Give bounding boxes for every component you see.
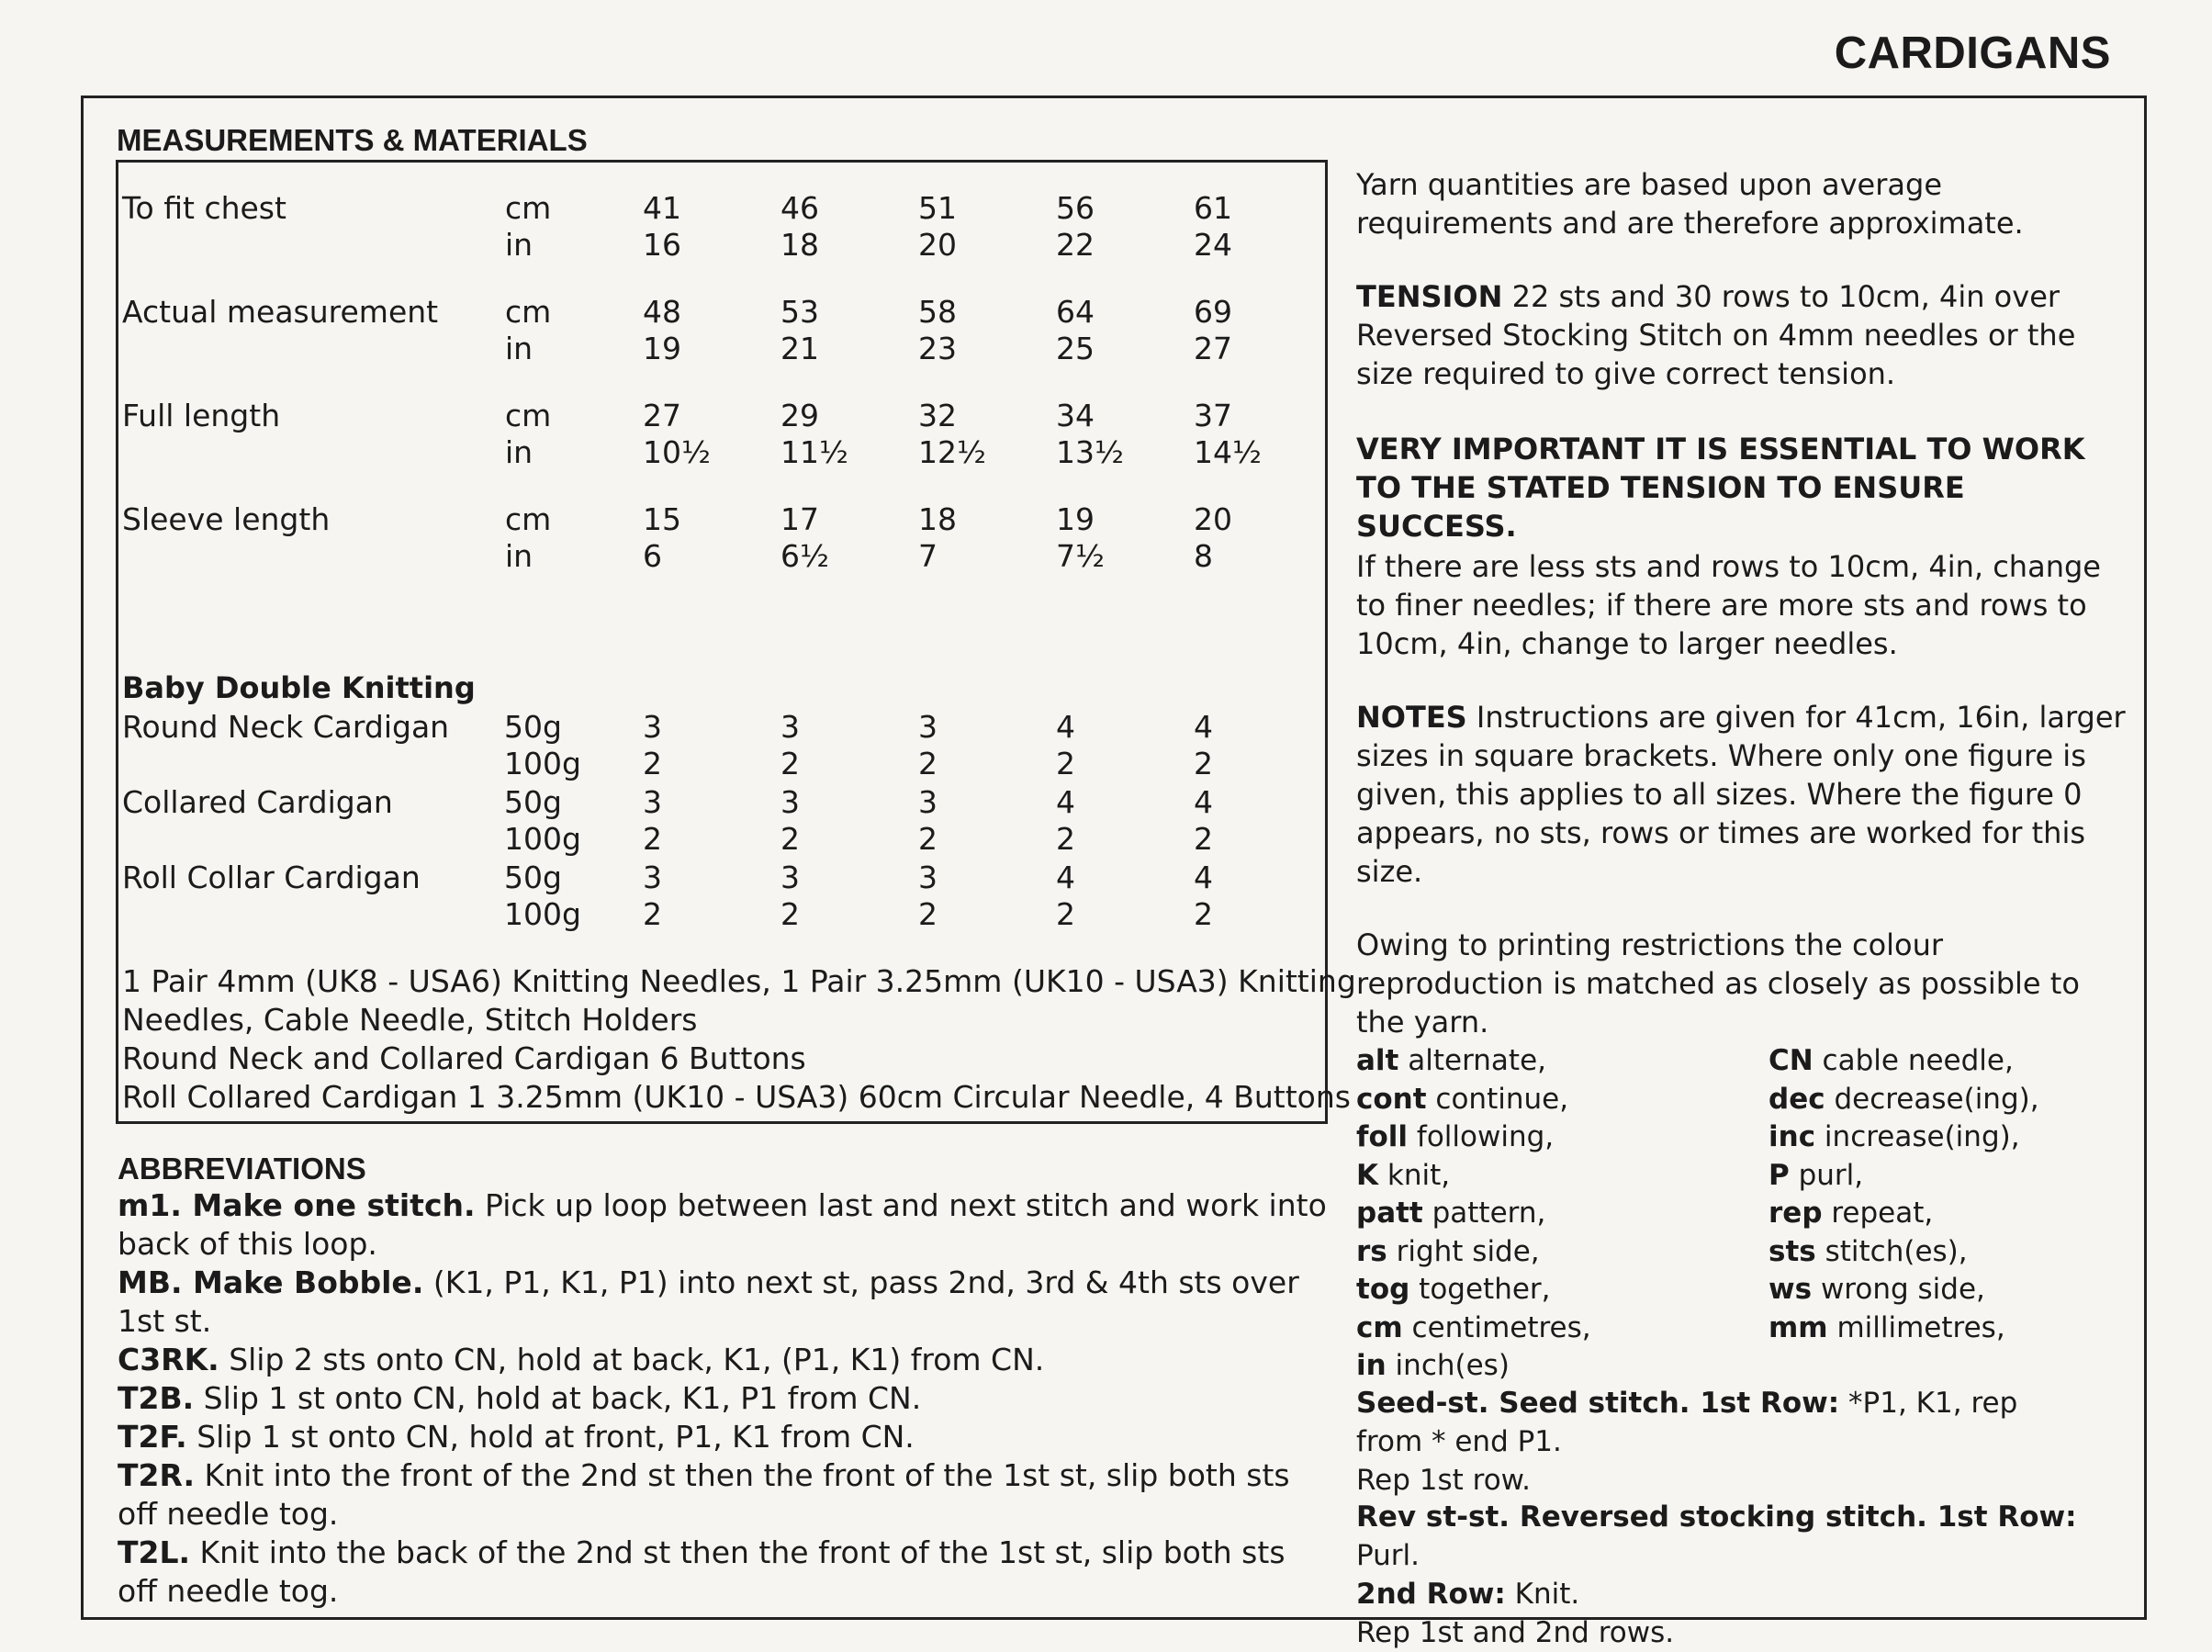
measure-value: 22 — [1056, 227, 1095, 263]
measure-value: 25 — [1056, 331, 1095, 366]
measure-value: 19 — [643, 331, 681, 366]
yarn-qty: 2 — [780, 821, 800, 857]
measure-value: 16 — [643, 227, 681, 263]
yarn-unit: 50g — [504, 784, 562, 820]
yarn-qty: 2 — [918, 821, 938, 857]
measure-value: 51 — [918, 190, 957, 226]
abbrev-item: alt alternate, — [1356, 1044, 1546, 1077]
measure-label: Full length — [122, 398, 281, 433]
measure-value: 27 — [643, 398, 681, 433]
abbrev-item: cm centimetres, — [1356, 1310, 1591, 1344]
measure-value: 13½ — [1056, 434, 1124, 470]
abbrev-item: sts stitch(es), — [1768, 1234, 1968, 1268]
yarn-label: Round Neck Cardigan — [122, 709, 450, 745]
yarn-unit: 100g — [504, 746, 581, 781]
abbrev-item: dec decrease(ing), — [1768, 1082, 2039, 1116]
measure-value: 19 — [1056, 501, 1095, 537]
yarn-qty: 3 — [918, 860, 938, 895]
measure-unit: in — [505, 434, 533, 470]
yarn-qty: 2 — [1056, 896, 1075, 932]
stitch-abbrev: T2L. Knit into the back of the 2nd st then the front of the 1st st, slip both sts off needle tog. — [118, 1534, 1286, 1609]
measure-value: 58 — [918, 294, 957, 330]
measure-unit: cm — [505, 398, 552, 433]
yarn-qty: 3 — [643, 860, 662, 895]
rev-stocking-stitch: Rev st-st. Reversed stocking stitch. 1st Row: Purl. 2nd Row: Knit. Rep 1st and 2nd rows. — [1356, 1500, 2077, 1649]
measure-unit: cm — [505, 501, 552, 537]
abbrev-item: foll following, — [1356, 1120, 1555, 1153]
yarn-qty: 4 — [1194, 784, 1213, 820]
yarn-qty: 2 — [1194, 821, 1213, 857]
measure-unit: in — [505, 227, 533, 263]
measure-value: 56 — [1056, 190, 1095, 226]
measure-value: 34 — [1056, 398, 1095, 433]
measure-value: 32 — [918, 398, 957, 433]
yarn-qty: 2 — [643, 746, 662, 781]
stitch-abbrev: T2B. Slip 1 st onto CN, hold at back, K1, P1 from CN. — [118, 1380, 922, 1416]
measure-value: 12½ — [918, 434, 986, 470]
measure-value: 61 — [1194, 190, 1232, 226]
yarn-unit: 100g — [504, 896, 581, 932]
measure-value: 46 — [780, 190, 819, 226]
measure-value: 23 — [918, 331, 957, 366]
yarn-label: Collared Cardigan — [122, 784, 393, 820]
yarn-qty: 2 — [918, 896, 938, 932]
measure-value: 29 — [780, 398, 819, 433]
measure-value: 17 — [780, 501, 819, 537]
yarn-unit: 50g — [504, 860, 562, 895]
measure-value: 21 — [780, 331, 819, 366]
measure-label: To fit chest — [122, 190, 286, 226]
measure-value: 18 — [918, 501, 957, 537]
yarn-qty: 2 — [918, 746, 938, 781]
yarn-qty: 3 — [780, 784, 800, 820]
yarn-qty: 4 — [1056, 709, 1075, 745]
measure-value: 8 — [1194, 538, 1213, 574]
measure-unit: cm — [505, 190, 552, 226]
abbrev-item: rep repeat, — [1768, 1197, 1934, 1230]
yarn-unit: 100g — [504, 821, 581, 857]
measure-value: 53 — [780, 294, 819, 330]
measure-value: 20 — [918, 227, 957, 263]
measure-value: 27 — [1194, 331, 1232, 366]
measure-value: 20 — [1194, 501, 1232, 537]
colour-note: Owing to printing restrictions the colour reproduction is matched as closely as possible to the yarn. — [1356, 927, 2080, 1040]
important-warning: VERY IMPORTANT IT IS ESSENTIAL TO WORK TO THE STATED TENSION TO ENSURE SUCCESS. — [1356, 432, 2085, 544]
measure-value: 6½ — [780, 538, 829, 574]
measure-value: 48 — [643, 294, 681, 330]
stitch-abbrev: m1. Make one stitch. Pick up loop between last and next stitch and work into back of this loop. — [118, 1187, 1327, 1262]
abbrev-item: P purl, — [1768, 1158, 1864, 1192]
tension-paragraph: TENSION 22 sts and 30 rows to 10cm, 4in over Reversed Stocking Stitch on 4mm needles or the size required to give correct tension. — [1356, 279, 2076, 391]
stitch-abbrev: MB. Make Bobble. (K1, P1, K1, P1) into next st, pass 2nd, 3rd & 4th sts over 1st st. — [118, 1264, 1299, 1339]
yarn-qty: 2 — [1056, 746, 1075, 781]
measure-value: 41 — [643, 190, 681, 226]
materials-line: Roll Collared Cardigan 1 3.25mm (UK10 - USA3) 60cm Circular Needle, 4 Buttons — [122, 1079, 1351, 1115]
abbrev-item: K knit, — [1356, 1158, 1451, 1192]
stitch-abbreviations — [118, 1186, 1330, 1611]
abbrev-item: in inch(es) — [1356, 1349, 1510, 1382]
materials-line: 1 Pair 4mm (UK8 - USA6) Knitting Needles, 1 Pair 3.25mm (UK10 - USA3) Knitting — [122, 963, 1356, 999]
page-title: CARDIGANS — [1834, 28, 2111, 78]
yarn-qty: 4 — [1056, 784, 1075, 820]
measure-unit: in — [505, 331, 533, 366]
stitch-abbrev: C3RK. Slip 2 sts onto CN, hold at back, K1, (P1, K1) from CN. — [118, 1342, 1045, 1377]
yarn-qty: 3 — [780, 860, 800, 895]
measure-value: 7½ — [1056, 538, 1105, 574]
stitch-abbrev: T2F. Slip 1 st onto CN, hold at front, P1, K1 from CN. — [118, 1419, 915, 1455]
abbreviations-heading: ABBREVIATIONS — [118, 1152, 366, 1186]
yarn-qty: 3 — [918, 709, 938, 745]
abbrev-item: rs right side, — [1356, 1234, 1540, 1268]
measure-unit: cm — [505, 294, 552, 330]
yarn-qty: 3 — [918, 784, 938, 820]
stitch-abbrev: T2R. Knit into the front of the 2nd st then the front of the 1st st, slip both sts off needle tog. — [118, 1457, 1290, 1532]
abbrev-item: mm millimetres, — [1768, 1310, 2005, 1344]
measure-unit: in — [505, 538, 533, 574]
yarn-label: Roll Collar Cardigan — [122, 860, 421, 895]
measure-value: 15 — [643, 501, 681, 537]
measure-value: 10½ — [643, 434, 711, 470]
abbrev-item: ws wrong side, — [1768, 1273, 1985, 1306]
yarn-qty: 2 — [643, 821, 662, 857]
measure-label: Actual measurement — [122, 294, 439, 330]
yarn-qty: 3 — [780, 709, 800, 745]
yarn-qty: 2 — [780, 746, 800, 781]
abbrev-item: inc increase(ing), — [1768, 1120, 2020, 1153]
yarn-unit: 50g — [504, 709, 562, 745]
measure-value: 18 — [780, 227, 819, 263]
yarn-qty: 4 — [1194, 860, 1213, 895]
materials-line: Round Neck and Collared Cardigan 6 Buttons — [122, 1040, 806, 1076]
yarn-qty: 4 — [1056, 860, 1075, 895]
yarn-qty: 2 — [643, 896, 662, 932]
yarn-note: Yarn quantities are based upon average requirements and are therefore approximate. — [1356, 167, 2024, 241]
measure-value: 7 — [918, 538, 938, 574]
yarn-qty: 2 — [1056, 821, 1075, 857]
yarn-qty: 4 — [1194, 709, 1213, 745]
yarn-qty: 2 — [780, 896, 800, 932]
measure-value: 6 — [643, 538, 662, 574]
measure-value: 11½ — [780, 434, 848, 470]
measure-value: 37 — [1194, 398, 1232, 433]
yarn-heading: Baby Double Knitting — [122, 670, 476, 705]
yarn-qty: 2 — [1194, 896, 1213, 932]
measure-value: 14½ — [1194, 434, 1262, 470]
measure-value: 69 — [1194, 294, 1232, 330]
yarn-qty: 3 — [643, 709, 662, 745]
yarn-qty: 3 — [643, 784, 662, 820]
seed-stitch: Seed-st. Seed stitch. 1st Row: *P1, K1, rep from * end P1. Rep 1st row. — [1356, 1387, 2018, 1497]
abbrev-item: tog together, — [1356, 1273, 1551, 1306]
yarn-qty: 2 — [1194, 746, 1213, 781]
abbrev-item: patt pattern, — [1356, 1197, 1546, 1230]
abbrev-item: cont continue, — [1356, 1082, 1569, 1116]
measurements-heading: MEASUREMENTS & MATERIALS — [117, 123, 588, 157]
materials-line: Needles, Cable Needle, Stitch Holders — [122, 1002, 698, 1038]
abbrev-item: CN cable needle, — [1768, 1044, 2014, 1077]
measure-value: 24 — [1194, 227, 1232, 263]
tension-advice: If there are less sts and rows to 10cm, 4in, change to finer needles; if there are more sts and rows to 10cm, 4in, change to larger needles. — [1356, 549, 2101, 661]
notes-paragraph: NOTES Instructions are given for 41cm, 16in, larger sizes in square brackets. Where only one figure is given, this applies to all sizes. Where the figure 0 appears, no sts, rows or times are worked for this size. — [1356, 700, 2126, 889]
measure-label: Sleeve length — [122, 501, 331, 537]
measure-value: 64 — [1056, 294, 1095, 330]
